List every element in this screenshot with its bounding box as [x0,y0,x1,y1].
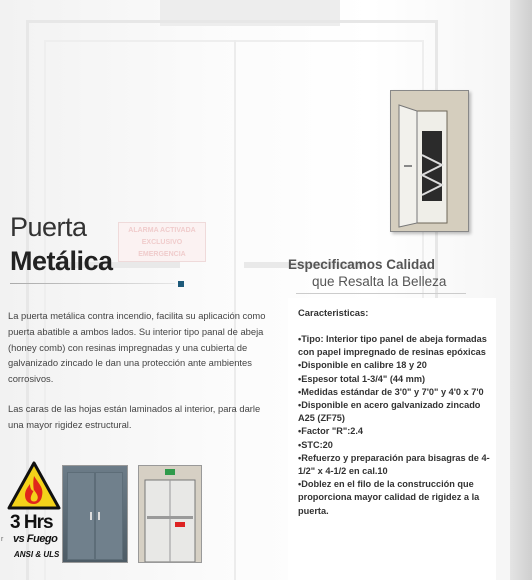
specs-title: Caracteristicas: [298,307,369,318]
emergency-door-image [139,466,201,562]
tagline-divider [296,293,466,294]
badge-hours: 3 Hrs [10,512,53,533]
fire-rating-badge [6,460,62,568]
intro-paragraph-1: La puerta metálica contra incendio, facilita su aplicación como puerta abatible a ambos lados. Su interior tipo panal de abeja (honey comb) con resinas impregnadas y una cubierta de galvanizado zincado le dan una protección ante ambientes corrosivos. [8,310,266,385]
emergency-door-thumbnail [138,465,202,563]
fire-warning-icon [6,460,62,514]
open-door-image [391,91,468,231]
door-photo [390,90,469,232]
specs-list [298,333,494,518]
intro-paragraph-2: Las caras de las hojas están laminados al interior, para darle una mayor rigidez estructural. [8,402,261,430]
spec-item: •Medidas estándar de 3'0" y 7'0" y 4'0 x 7'0 [298,386,484,397]
spec-item: •Tipo: Interior tipo panel de abeja formadas con papel impregnado de resinas epóxicas [298,334,487,358]
title-divider [10,283,175,284]
spec-item: •Disponible en acero galvanizado zincado A25 (ZF75) [298,400,481,424]
alarm-sign-line2: EXCLUSIVO [141,239,183,246]
double-door-image [63,466,127,562]
spec-item: •Disponible en calibre 18 y 20 [298,360,427,371]
page-title-line2: Metálica [10,246,113,276]
right-edge-shade [510,0,532,580]
tagline-line2: que Resalta la Belleza [312,274,447,289]
background-alarm-sign [118,222,206,262]
spec-item: •Doblez en el filo de la construcción que proporciona mayor calidad de rigidez a la puerta. [298,479,480,516]
spec-item: •Refuerzo y preparación para bisagras de 4-1/2" x 4-1/2 en cal.10 [298,452,490,477]
spec-item: •Espesor total 1-3/4" (44 mm) [298,373,426,384]
tagline-line1: Especificamos Calidad [288,257,436,272]
double-door-thumbnail [62,465,128,563]
spec-item: •STC:20 [298,439,333,450]
accent-square [178,281,184,287]
badge-vs-fire: vs Fuego [13,533,58,545]
alarm-sign-line3: EMERGENCIA [138,251,186,258]
alarm-sign-line1: ALARMA ACTIVADA [128,227,196,234]
spec-item: •Factor "R":2.4 [298,426,364,437]
page-title-line1: Puerta [10,212,87,242]
intro-text [8,308,270,447]
edge-mark: r [1,536,4,543]
badge-certification: ANSI & ULS [14,550,60,559]
